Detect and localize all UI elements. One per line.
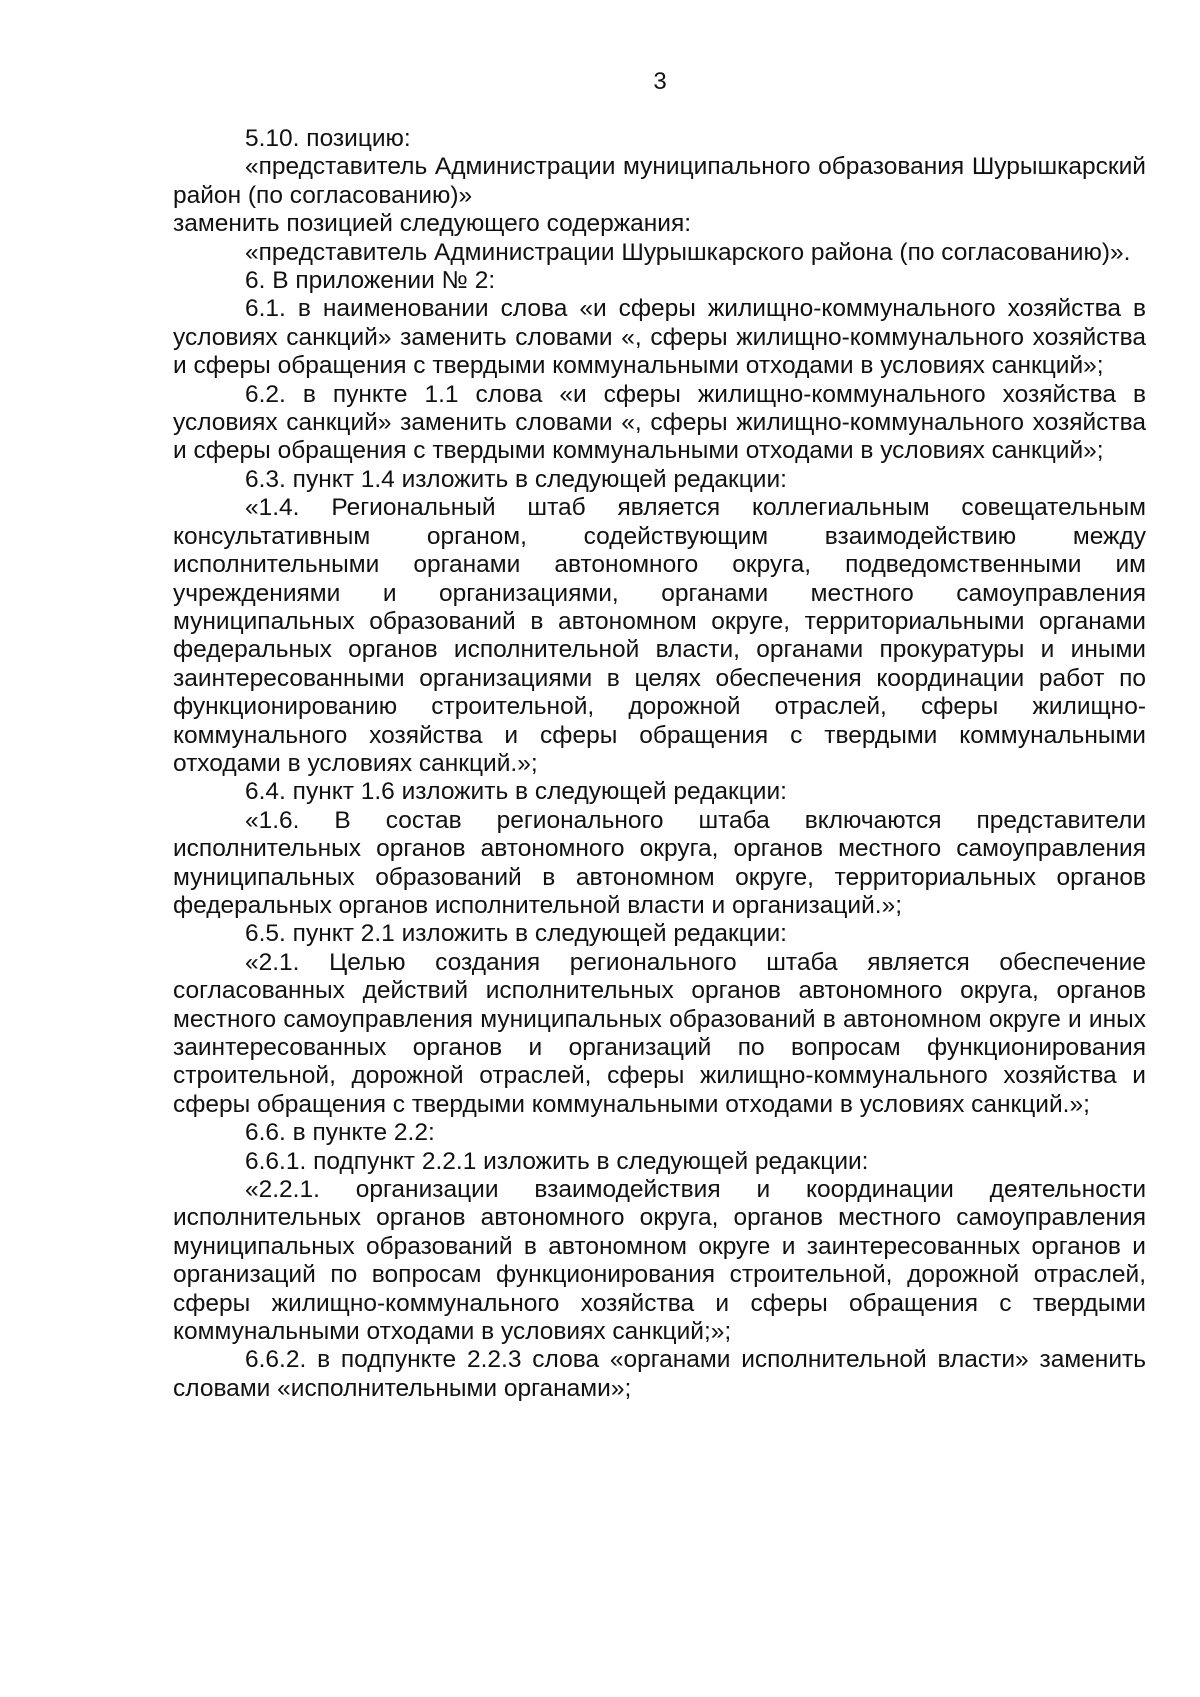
paragraph: 6. В приложении № 2:: [245, 267, 496, 295]
paragraph: «2.2.1. организации взаимодействия и координации деятельности исполнительных органов автономного округа, органов местного самоуправления муниципальных образований в автономном округе и заинтересованных органов и организаций по вопросам функционирования строительной, дорожной отраслей, сферы жилищно-коммунального хозяйства и сферы обращения с твердыми коммунальными отходами в условиях санкций;»;: [173, 1176, 1146, 1346]
paragraph: 6.1. в наименовании слова «и сферы жилищно-коммунального хозяйства в условиях санкций» заменить словами «, сферы жилищно-коммунального хозяйства и сферы обращения с твердыми коммунальными отходами в условиях санкций»;: [173, 295, 1146, 380]
paragraph: 6.6.1. подпункт 2.2.1 изложить в следующей редакции:: [245, 1147, 869, 1175]
paragraph: «2.1. Целью создания регионального штаба является обеспечение согласованных действий исполнительных органов автономного округа, органов местного самоуправления муниципальных образований в автономном округе и иных заинтересованных органов и организаций по вопросам функционирования строительной, дорожной отраслей, сферы жилищно-коммунального хозяйства и сферы обращения с твердыми коммунальными отходами в условиях санкций.»;: [173, 948, 1146, 1118]
paragraph: заменить позицией следующего содержания:: [173, 210, 692, 238]
document-body: [173, 125, 1146, 1403]
paragraph: «представитель Администрации Шурышкарского района (по согласованию)».: [245, 238, 1131, 266]
paragraph: «представитель Администрации муниципального образования Шурышкарский район (по согласованию)»: [173, 153, 1146, 209]
page-number: 3: [653, 68, 667, 95]
paragraph: 6.5. пункт 2.1 изложить в следующей редакции:: [245, 920, 787, 948]
paragraph: 6.3. пункт 1.4 изложить в следующей редакции:: [245, 465, 787, 493]
paragraph: 5.10. позицию:: [245, 125, 411, 152]
paragraph: «1.4. Региональный штаб является коллегиальным совещательным консультативным органом, содействующим взаимодействию между исполнительными органами автономного округа, подведомственными им учреждениями и организациями, органами местного самоуправления муниципальных образований в автономном округе, территориальными органами федеральных органов исполнительной власти, органами прокуратуры и иными заинтересованными организациями в целях обеспечения координации работ по функционированию строительной, дорожной отраслей, сферы жилищно-коммунального хозяйства и сферы обращения с твердыми коммунальными отходами в условиях санкций.»;: [173, 494, 1146, 777]
paragraph: 6.6.2. в подпункте 2.2.3 слова «органами исполнительной власти» заменить словами «исполнительными органами»;: [173, 1346, 1146, 1402]
paragraph: 6.2. в пункте 1.1 слова «и сферы жилищно-коммунального хозяйства в условиях санкций» заменить словами «, сферы жилищно-коммунального хозяйства и сферы обращения с твердыми коммунальными отходами в условиях санкций»;: [173, 380, 1146, 465]
paragraph: 6.4. пункт 1.6 изложить в следующей редакции:: [245, 778, 787, 806]
paragraph: 6.6. в пункте 2.2:: [245, 1119, 435, 1147]
paragraph: «1.6. В состав регионального штаба включаются представители исполнительных органов автономного округа, органов местного самоуправления муниципальных образований в автономном округе, территориальных органов федеральных органов исполнительной власти и организаций.»;: [173, 806, 1146, 919]
